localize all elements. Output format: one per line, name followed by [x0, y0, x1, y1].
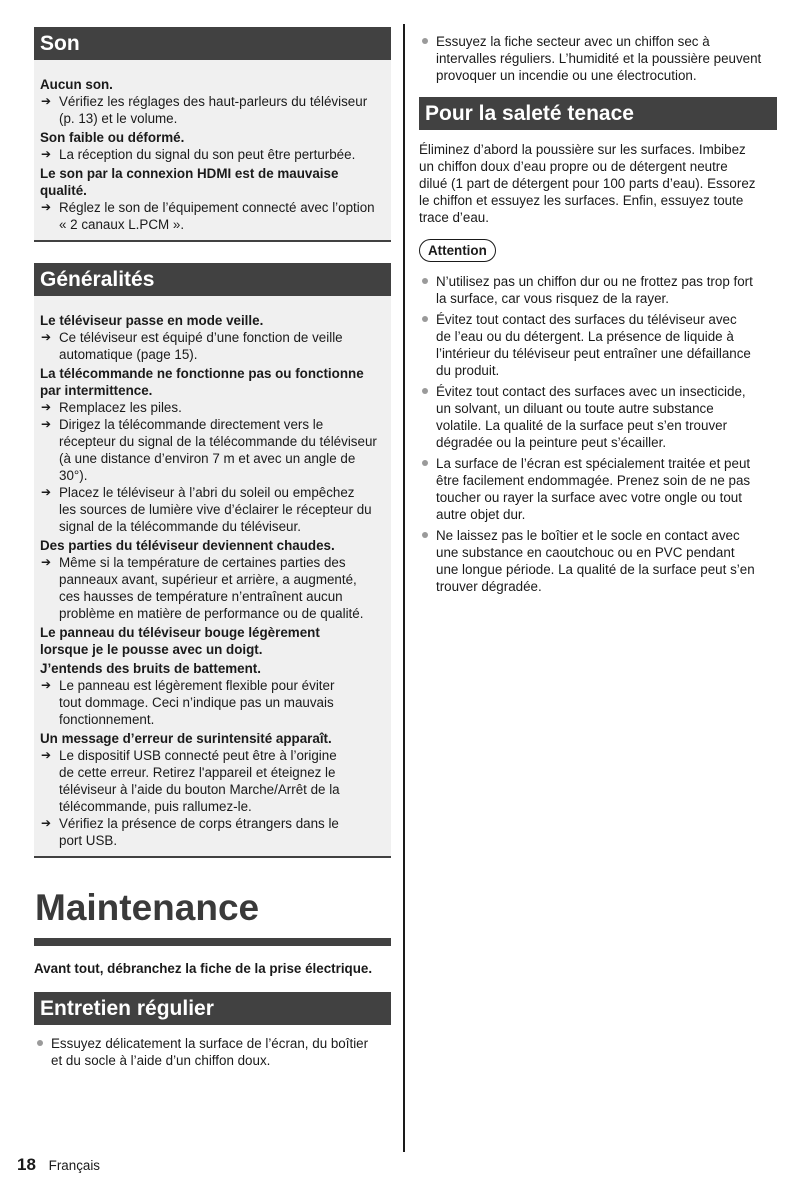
attention-bullet-list [419, 273, 777, 595]
troubleshooting-box-son [34, 60, 391, 242]
bullet-item: Essuyez la fiche secteur avec un chiffon sec à intervalles réguliers. L’humidité et la poussière peuvent provoquer un incendie ou une électrocution. [419, 33, 777, 84]
arrow-right-icon: ➔ [41, 200, 52, 214]
bullet-dot-icon [37, 1040, 43, 1046]
footer-language: Français [48, 1158, 101, 1173]
bullet-dot-icon [422, 316, 428, 322]
bullet-dot-icon [422, 532, 428, 538]
answer: ➔ Dirigez la télécommande directement vers le récepteur du signal de la télécommande du téléviseur (à une distance d’environ 7 m et avec un angle de 30°). [41, 417, 377, 483]
section-heading-entretien: Entretien régulier [34, 992, 391, 1025]
answer: ➔ Le dispositif USB connecté peut être à l’origine de cette erreur. Retirez l'appareil et éteignez le téléviseur à l’aide du bouton Marche/Arrêt de la télécommande, puis rallumez-le. [41, 748, 340, 814]
answer: ➔ Réglez le son de l’équipement connecté avec l’option « 2 canaux L.PCM ». [41, 200, 375, 232]
page-number: 18 [17, 1155, 36, 1174]
question: Son faible ou déformé. [40, 130, 185, 145]
bullet-item: N’utilisez pas un chiffon dur ou ne frottez pas trop fort la surface, car vous risquez de la rayer. [419, 273, 777, 307]
question: La télécommande ne fonctionne pas ou fonctionne par intermittence. [40, 366, 364, 398]
question: J’entends des bruits de battement. [40, 661, 261, 676]
arrow-right-icon: ➔ [41, 330, 52, 344]
answer: ➔ Le panneau est légèrement flexible pour éviter tout dommage. Ceci n’indique pas un mauvais fonctionnement. [41, 678, 335, 727]
arrow-right-icon: ➔ [41, 400, 52, 414]
left-column [34, 27, 391, 1073]
answer: ➔ Ce téléviseur est équipé d’une fonction de veille automatique (page 15). [41, 330, 343, 362]
section-heading-son: Son [34, 27, 391, 60]
arrow-right-icon: ➔ [41, 816, 52, 830]
bullet-item: Essuyez délicatement la surface de l’écran, du boîtier et du socle à l’aide d’un chiffon doux. [34, 1035, 391, 1069]
bullet-dot-icon [422, 278, 428, 284]
page-footer [17, 1155, 100, 1175]
question: Le son par la connexion HDMI est de mauvaise qualité. [40, 166, 339, 198]
chapter-rule [34, 938, 391, 946]
answer: ➔ Vérifiez les réglages des haut-parleurs du téléviseur (p. 13) et le volume. [41, 94, 368, 126]
answer: ➔ Placez le téléviseur à l’abri du soleil ou empêchez les sources de lumière vive d’éclairer le récepteur du signal de la télécommande du téléviseur. [41, 485, 372, 534]
attention-label: Attention [419, 239, 496, 262]
arrow-right-icon: ➔ [41, 555, 52, 569]
top-bullet-list [419, 33, 777, 84]
answer: ➔ Remplacez les piles. [41, 400, 182, 415]
bullet-item: Évitez tout contact des surfaces avec un insecticide, un solvant, un diluant ou toute autre substance volatile. La qualité de la surface peut s’en trouver dégradée ou la peinture peut s’écailler. [419, 383, 777, 451]
question: Un message d’erreur de surintensité apparaît. [40, 731, 332, 746]
section-heading-salete: Pour la saleté tenace [419, 97, 777, 130]
bullet-dot-icon [422, 388, 428, 394]
bullet-item: La surface de l’écran est spécialement traitée et peut être facilement endommagée. Prenez soin de ne pas toucher ou rayer la surface avec votre ongle ou tout autre objet dur. [419, 455, 777, 523]
entretien-bullet-list [34, 1035, 391, 1069]
arrow-right-icon: ➔ [41, 94, 52, 108]
section-heading-generalites: Généralités [34, 263, 391, 296]
bullet-item: Ne laissez pas le boîtier et le socle en contact avec une substance en caoutchouc ou en PVC pendant une longue période. La qualité de la surface peut s’en trouver dégradée. [419, 527, 777, 595]
troubleshooting-box-generalites [34, 296, 391, 858]
question: Des parties du téléviseur deviennent chaudes. [40, 538, 335, 553]
arrow-right-icon: ➔ [41, 147, 52, 161]
answer: ➔ Vérifiez la présence de corps étrangers dans le port USB. [41, 816, 339, 848]
question: Le téléviseur passe en mode veille. [40, 313, 264, 328]
bullet-item: Évitez tout contact des surfaces du téléviseur avec de l’eau ou du détergent. La présence de liquide à l’intérieur du téléviseur peut entraîner une défaillance du produit. [419, 311, 777, 379]
right-column [419, 33, 777, 599]
bullet-dot-icon [422, 460, 428, 466]
maintenance-intro: Avant tout, débranchez la fiche de la prise électrique. [34, 961, 373, 976]
arrow-right-icon: ➔ [41, 678, 52, 692]
arrow-right-icon: ➔ [41, 485, 52, 499]
bullet-dot-icon [422, 38, 428, 44]
answer: ➔ Même si la température de certaines parties des panneaux avant, supérieur et arrière, a augmenté, ces hausses de température n’entraînent aucun problème en matière de performance ou de qualité. [41, 555, 364, 621]
column-divider [403, 24, 405, 1152]
chapter-title-maintenance: Maintenance [35, 887, 260, 928]
arrow-right-icon: ➔ [41, 748, 52, 762]
question: Le panneau du téléviseur bouge légèrement lorsque je le pousse avec un doigt. [40, 625, 320, 657]
salete-paragraph: Éliminez d’abord la poussière sur les surfaces. Imbibez un chiffon doux d’eau propre ou de détergent neutre dilué (1 part de détergent pour 100 parts d’eau). Essorez le chiffon et essuyez les surfaces. Enfin, essuyez toute trace d’eau. [419, 142, 756, 225]
answer: ➔ La réception du signal du son peut être perturbée. [41, 147, 356, 162]
question: Aucun son. [40, 77, 113, 92]
arrow-right-icon: ➔ [41, 417, 52, 431]
